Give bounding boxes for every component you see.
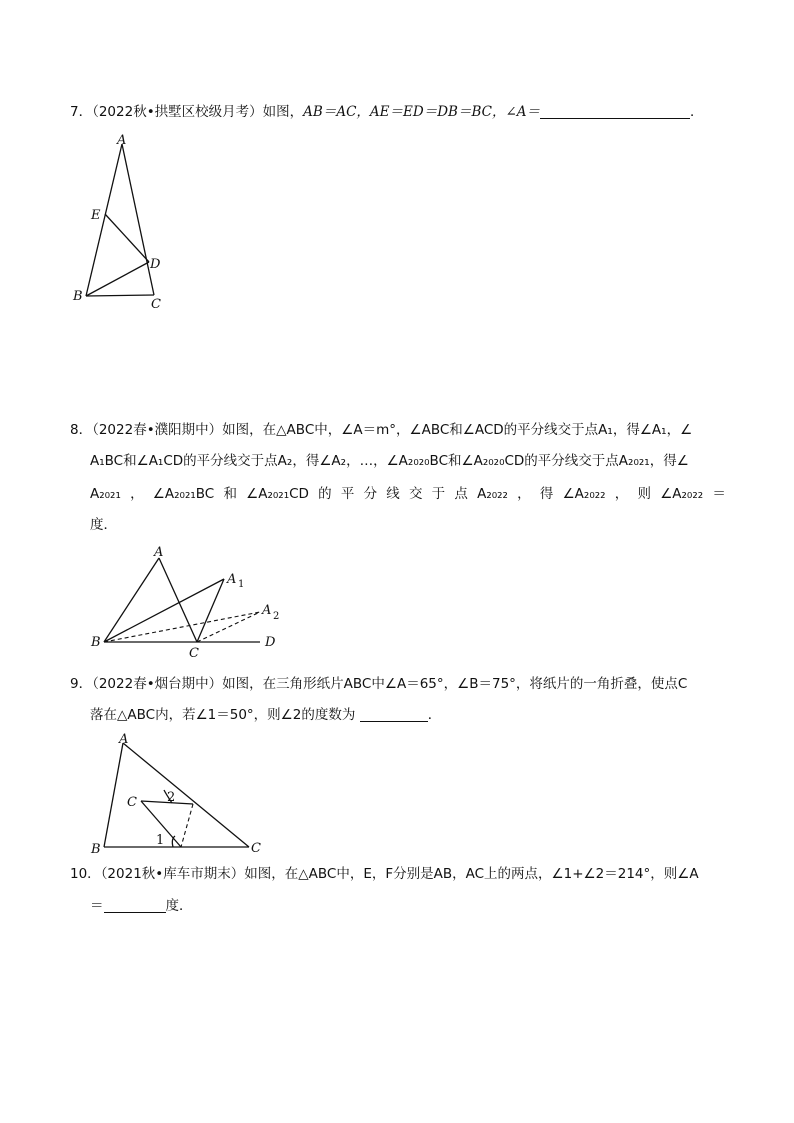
segment-AB	[104, 743, 123, 847]
label-B: B	[73, 289, 83, 304]
question-7-text	[70, 102, 730, 122]
figure-8-bisectors	[85, 545, 295, 660]
question-8-line-3-part: ∠A₂₀₂₁CD	[246, 486, 309, 502]
label-A: A	[117, 133, 127, 148]
answer-blank-7[interactable]	[540, 104, 690, 119]
angle-1-arc	[172, 836, 175, 847]
segment-BA1	[104, 579, 224, 642]
question-8-line-2	[90, 451, 726, 471]
fold-crease-dashed	[181, 804, 193, 847]
question-10-end: 度．	[165, 898, 193, 914]
label-C: C	[189, 646, 199, 661]
question-10-number: 10．	[70, 866, 101, 882]
question-8-line-3-part: A₂₀₂₂	[477, 486, 508, 502]
figure-9-folded-triangle	[85, 728, 275, 858]
question-8-number: 8．	[70, 422, 93, 438]
segment-CA2-dashed	[197, 612, 260, 642]
question-7-condition: AB＝AC，AE＝ED＝DB＝BC，∠A＝	[303, 104, 541, 120]
question-8-line-3-part: ，	[130, 486, 144, 502]
segment-BA	[104, 558, 159, 642]
question-8-line-1	[70, 420, 730, 440]
question-8-line-3-part: ＝	[712, 486, 726, 502]
question-8-text-2: A₁BC和∠A₁CD的平分线交于点A₂，得∠A₂，…，∠A₂₀₂₀BC和∠A₂₀₂₀CD的平分线交于点A₂₀₂₁，得∠	[90, 453, 689, 469]
question-9-text-2: 落在△ABC内，若∠1＝50°，则∠2的度数为	[90, 707, 356, 723]
label-A1-subscript: 1	[238, 579, 245, 590]
label-A: A	[154, 545, 164, 560]
label-B: B	[91, 635, 101, 650]
question-7-source: （2022秋•拱墅区校级月考）	[92, 104, 263, 120]
question-8-line-3-part: 点	[454, 486, 468, 502]
question-8-source: （2022春•濮阳期中）	[92, 422, 223, 438]
question-10-text-1: 如图，在△ABC中，E，F分别是AB，AC上的两点，∠1+∠2＝214°，则∠A	[244, 866, 699, 882]
question-8-line-3-part: ∠A₂₀₂₂	[660, 486, 704, 502]
question-8-line-3-part: 分	[363, 486, 378, 502]
question-10-line-1	[70, 864, 730, 884]
label-angle-2: 2	[167, 790, 176, 805]
question-8-text-4: 度．	[90, 517, 117, 533]
question-9-line-1	[70, 674, 730, 694]
question-8-line-3-part: 线	[386, 486, 400, 502]
question-8-line-3-part: 平	[340, 486, 355, 502]
question-8-line-3-part: ∠A₂₀₂₁BC	[152, 486, 215, 502]
question-8-line-3-part: 得	[539, 486, 554, 502]
label-A1: A	[227, 572, 237, 587]
question-8-line-3-part: 和	[223, 486, 237, 502]
segment-CA1	[197, 579, 224, 642]
question-9-end: ．	[427, 707, 442, 723]
question-10-equals: ＝	[90, 898, 104, 914]
question-9-source: （2022春•烟台期中）	[92, 676, 223, 692]
label-angle-1: 1	[156, 833, 165, 848]
question-8-line-3-part: ，	[517, 486, 531, 502]
label-D: D	[265, 635, 276, 650]
question-10-line-2	[90, 896, 726, 916]
label-C: C	[251, 841, 261, 856]
answer-blank-9[interactable]	[360, 707, 428, 722]
question-8-line-4	[90, 515, 726, 535]
question-8-line-3-part: 于	[431, 486, 446, 502]
label-C-folded: C	[127, 795, 137, 810]
question-9-number: 9．	[70, 676, 93, 692]
segment-BA2-dashed	[104, 612, 260, 642]
question-8-line-3-part: ∠A₂₀₂₂	[562, 486, 606, 502]
answer-blank-10[interactable]	[104, 898, 166, 913]
question-8-line-3-part: 的	[318, 486, 332, 502]
question-9-text-1: 如图，在三角形纸片ABC中∠A＝65°，∠B＝75°，将纸片的一角折叠，使点C	[222, 676, 688, 692]
question-8-line-3-part: A₂₀₂₁	[90, 486, 121, 502]
question-7-number: 7．	[70, 104, 93, 120]
label-E: E	[91, 208, 101, 223]
question-9-line-2	[90, 705, 726, 725]
label-D: D	[150, 257, 161, 272]
question-7-lead: 如图，	[262, 104, 304, 120]
question-8-text-1: 如图，在△ABC中，∠A＝m°，∠ABC和∠ACD的平分线交于点A₁，得∠A₁，∠	[222, 422, 693, 438]
segment-AC	[159, 558, 197, 642]
label-A2: A	[262, 603, 272, 618]
question-8-line-3	[90, 484, 726, 504]
segment-AC	[123, 743, 249, 847]
label-A2-subscript: 2	[273, 611, 280, 622]
question-8-line-3-part: 则	[637, 486, 651, 502]
question-10-source: （2021秋•库车市期末）	[100, 866, 245, 882]
segment-BD	[86, 262, 149, 296]
segment-AC	[122, 144, 154, 295]
question-8-line-3-part: 交	[408, 486, 423, 502]
label-A: A	[119, 732, 129, 747]
question-8-line-3-part: ，	[614, 486, 629, 502]
question-7-end: ．	[690, 104, 704, 120]
segment-BC	[86, 295, 154, 296]
figure-7-triangle	[60, 130, 180, 315]
label-B: B	[91, 842, 101, 857]
label-C: C	[151, 297, 161, 312]
